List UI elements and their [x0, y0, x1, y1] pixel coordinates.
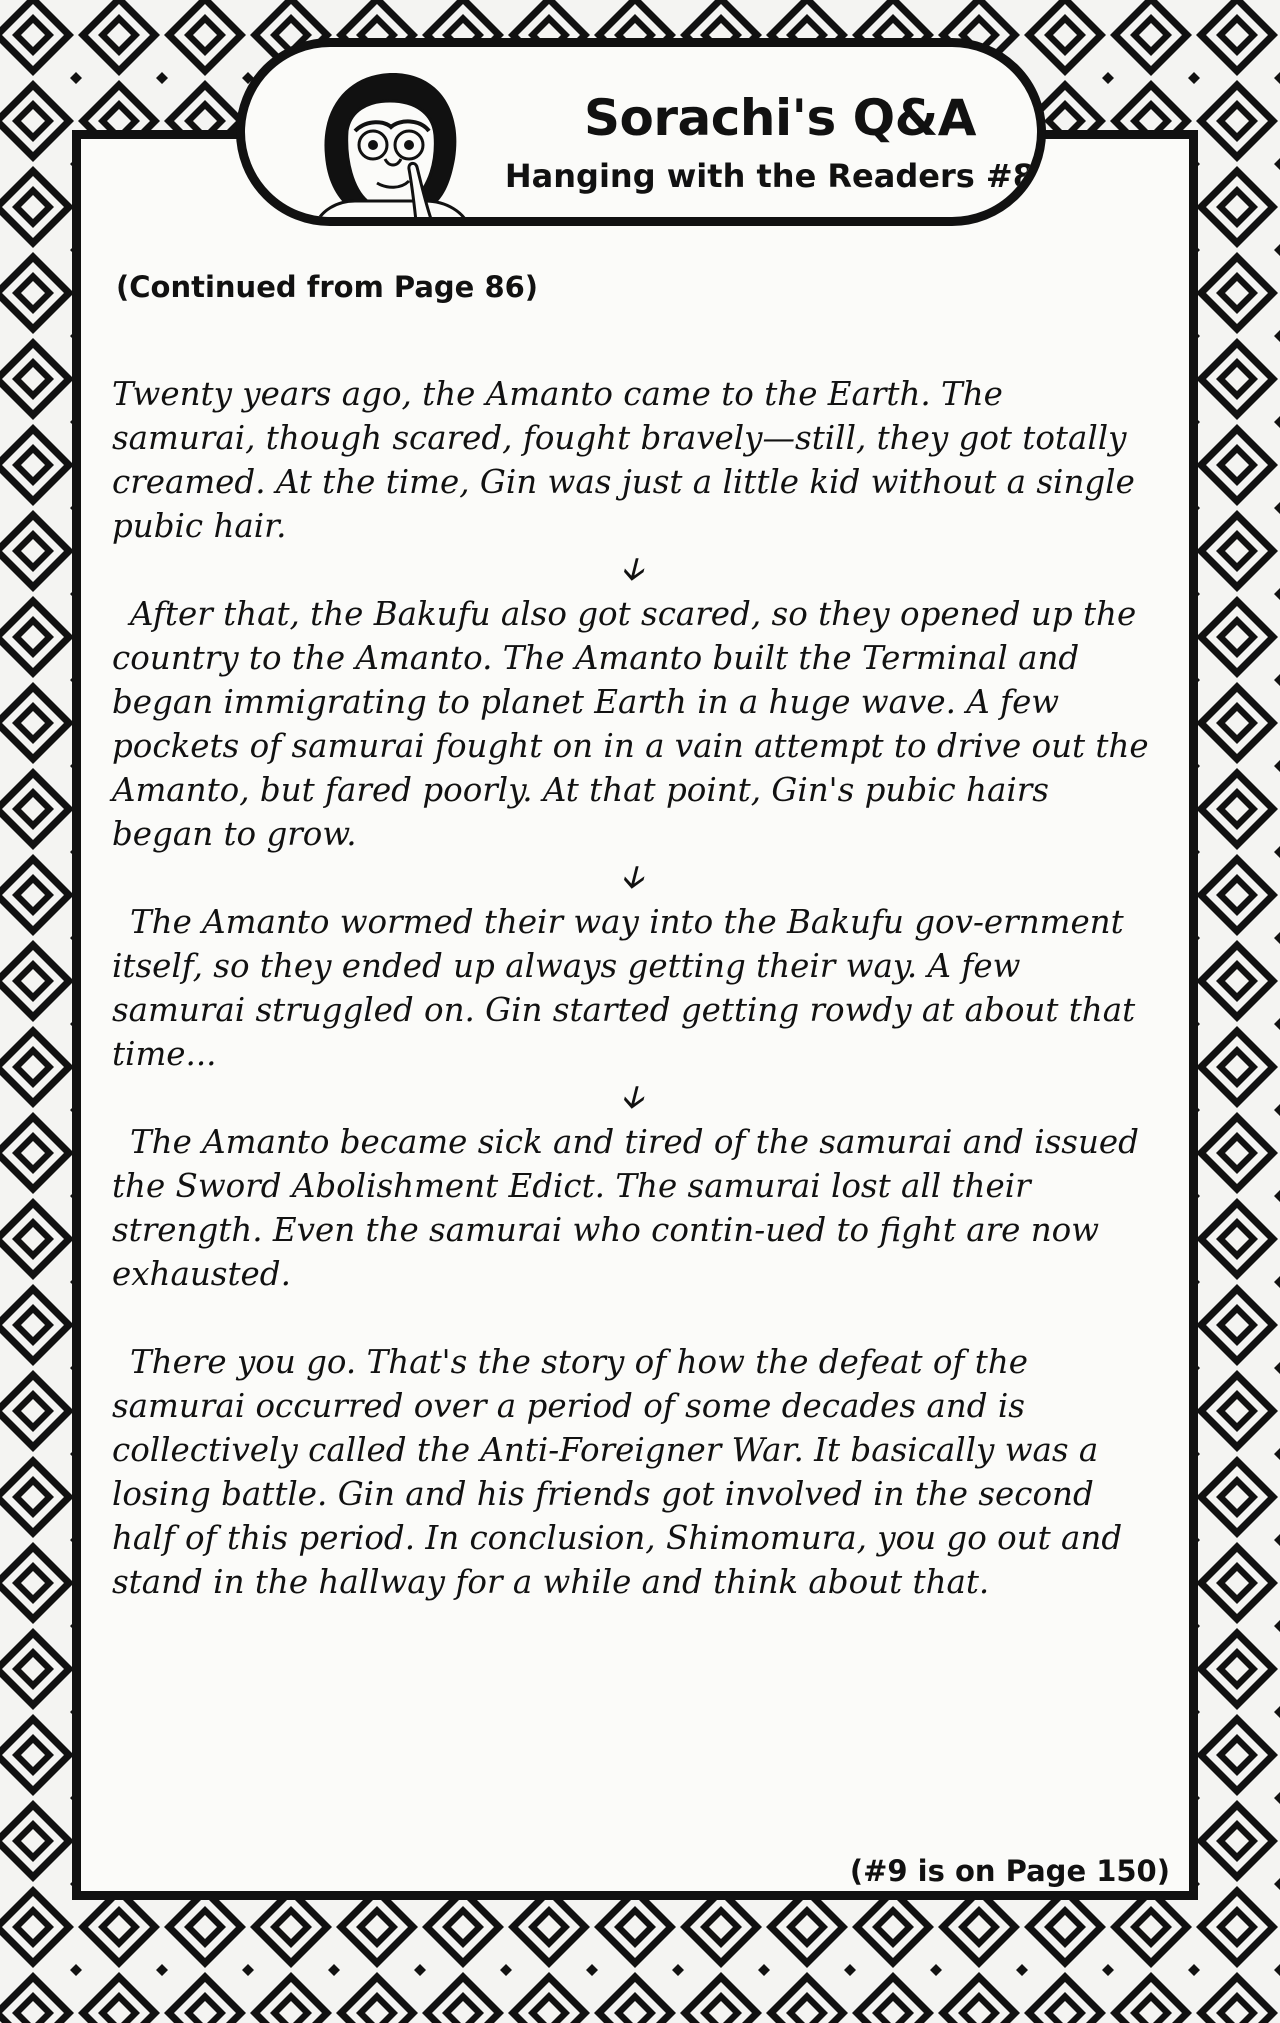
header-banner — [236, 38, 1046, 226]
paragraph: The Amanto wormed their way into the Bakufu gov-ernment itself, so they ended up always getting their way. A few samurai struggled on. Gin started getting rowdy at about that time... — [112, 903, 1136, 1073]
gorilla-face-icon — [305, 61, 475, 226]
paragraph: The Amanto became sick and tired of the samurai and issued the Sword Abolishment Edict. The samurai lost all their strength. Even the samurai who contin-ued to fight are now exhausted. — [112, 1123, 1139, 1293]
down-arrow-icon: 🡣 — [621, 1080, 643, 1115]
paragraph: There you go. That's the story of how the defeat of the samurai occurred over a period of some decades and is collectively called the Anti-Foreigner War. It basically was a losing battle. Gin and his friends got involved in the second half of this period. In conclusion, Shimomura, you go out and stand in the hallway for a while and think about that. — [112, 1343, 1123, 1601]
paragraph: Twenty years ago, the Amanto came to the Earth. The samurai, though scared, fought bravely—still, they got totally creamed. At the time, Gin was just a little kid without a single pubic hair. — [112, 375, 1135, 545]
paragraph: After that, the Bakufu also got scared, so they opened up the country to the Amanto. The Amanto built the Terminal and began immigrating to planet Earth in a huge wave. A few pockets of samurai fought on in a vain attempt to drive out the Amanto, but fared poorly. At that point, Gin's pubic hairs began to grow. — [112, 595, 1149, 853]
down-arrow-icon: 🡣 — [621, 860, 643, 895]
page-subtitle: Hanging with the Readers #8 — [504, 157, 1035, 195]
continued-note: (Continued from Page 86) — [116, 270, 539, 304]
page-title: Sorachi's Q&A — [584, 89, 976, 147]
next-page-note: (#9 is on Page 150) — [849, 1854, 1170, 1888]
paragraph-gap — [112, 1296, 1152, 1340]
down-arrow-icon: 🡣 — [621, 552, 643, 587]
qa-answer-text — [112, 372, 1152, 1604]
